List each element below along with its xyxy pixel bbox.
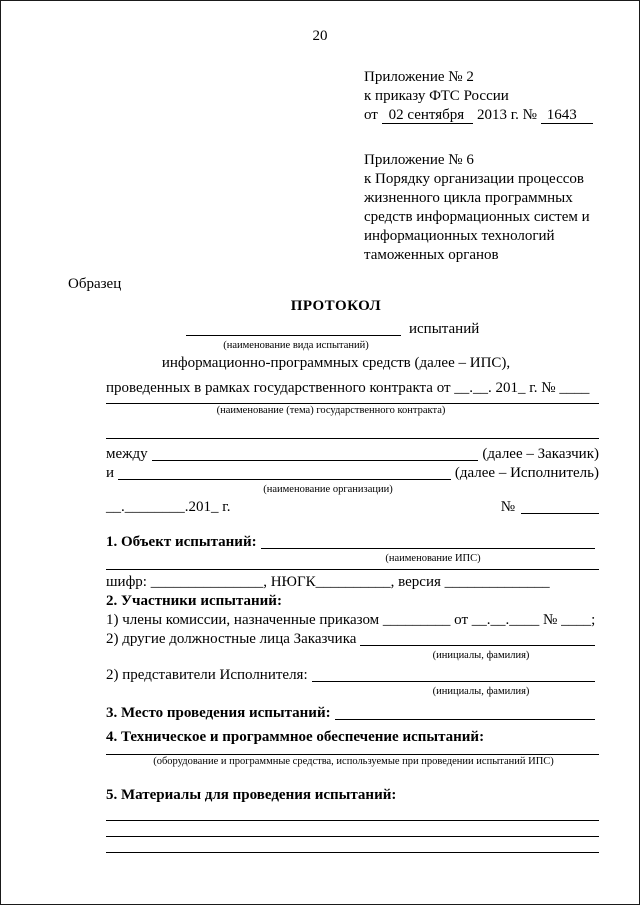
contract-name-caption: (наименование (тема) государственного контракта) [216,405,446,416]
initials-caption-1: (инициалы, фамилия) [432,650,530,661]
test-kind-line [186,320,639,339]
representatives-names-blank [312,669,595,682]
annex-order-block [364,68,639,125]
initials-caption-2: (инициалы, фамилия) [432,686,530,697]
page-number: 20 [312,28,328,44]
materials-blank-2 [106,821,599,837]
between-label: между [106,446,148,462]
object-name-blank-2 [106,565,599,570]
and-label: и [106,465,115,481]
object-label: 1. Объект испытаний: [106,534,257,550]
executor-name-blank [118,467,451,480]
annex-procedure-block [364,151,639,265]
test-kind-word: испытаний [409,321,480,337]
organization-caption: (наименование организации) [263,484,393,495]
participants-item-officials [106,630,599,649]
annex-order-issuer: к приказу ФТС России [364,88,509,104]
protocol-title: ПРОТОКОЛ [290,298,382,314]
materials-blank-3 [106,837,599,853]
section-hardware: 4. Техническое и программное обеспечение испытаний: [106,729,485,745]
section-materials: 5. Материалы для проведения испытаний: [106,787,397,803]
executor-suffix: (далее – Исполнитель) [454,465,599,481]
executor-line [106,464,599,483]
annex-order-from-label: от [364,107,378,123]
annex-procedure-line: жизненного цикла программных [364,190,573,206]
annex-procedure-line: таможенных органов [364,247,499,263]
test-kind-caption: (наименование вида испытаний) [223,340,369,351]
officials-text: 2) другие должностные лица Заказчика [106,631,357,647]
sample-label: Образец [68,276,122,292]
participants-item-commission: 1) члены комиссии, назначенные приказом _________ от __.__.____ № ____; [106,612,596,628]
protocol-date-line [106,498,599,517]
cipher-line: шифр: _______________, НЮГК__________, версия ______________ [106,574,550,590]
protocol-number-label: № [500,499,515,515]
customer-suffix: (далее – Заказчик) [482,446,599,462]
contract-name-blank-2 [106,425,599,439]
test-kind-blank [186,323,401,336]
customer-line [106,445,599,464]
annex-order-date: 02 сентября [382,107,474,124]
location-label: 3. Место проведения испытаний: [106,705,331,721]
hardware-blank [106,747,599,755]
representatives-text: 2) представители Исполнителя: [106,667,308,683]
protocol-date-blank: __.________.201_ г. [106,499,231,515]
hardware-caption: (оборудование и программные средства, используемые при проведении испытаний ИПС) [153,756,554,767]
materials-blank-1 [106,805,599,821]
annex-order-number: 1643 [541,107,593,124]
annex-order-title: Приложение № 2 [364,69,474,85]
contract-line: проведенных в рамках государственного контракта от __.__. 201_ г. № ____ [106,380,590,396]
annex-procedure-line: информационных технологий [364,228,555,244]
subject-line: информационно-программных средств (далее – ИПС), [161,355,511,371]
annex-order-year: 2013 г. № [476,107,537,123]
officials-names-blank [360,633,595,646]
section-location [106,704,599,723]
spacer [230,498,492,517]
annex-procedure-line: к Порядку организации процессов [364,171,584,187]
annex-procedure-line: средств информационных систем и [364,209,590,225]
annex-order-date-line [364,106,639,125]
participants-item-representatives [106,666,599,685]
section-object [106,533,599,552]
section-participants: 2. Участники испытаний: [106,593,282,609]
object-caption: (наименование ИПС) [385,553,481,564]
object-name-blank [261,536,595,549]
annex-procedure-line: Приложение № 6 [364,152,474,168]
location-blank [335,707,595,720]
customer-name-blank [152,448,479,461]
protocol-number-blank [521,501,599,514]
